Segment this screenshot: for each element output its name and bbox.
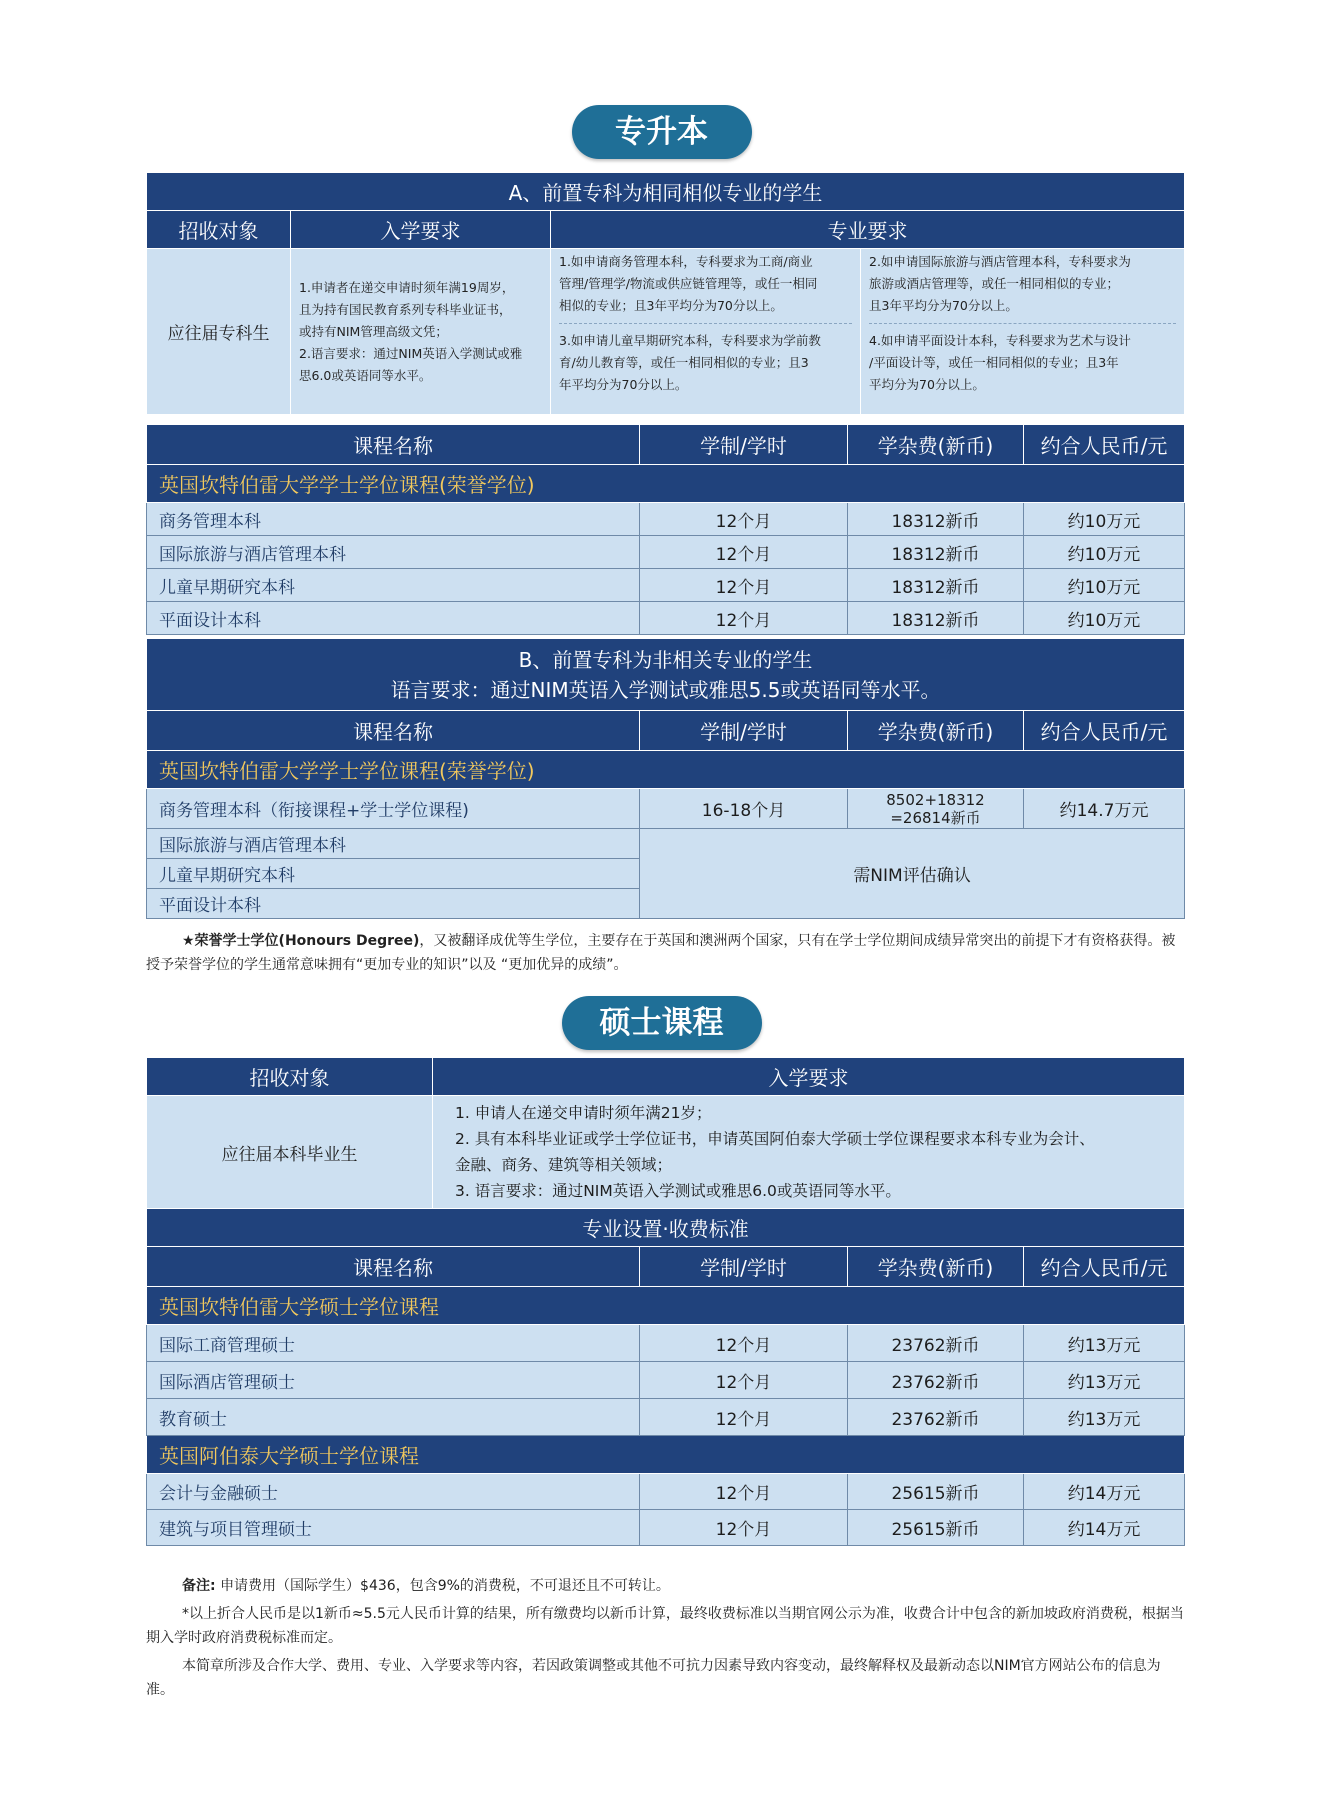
major-req-4: 4.如申请平面设计本科，专科要求为艺术与设计 /平面设计等，或任一相同相似的专业；且3年 平均分为70分以上。 (869, 333, 1131, 392)
assessment-note: 需NIM评估确认 (640, 829, 1185, 919)
course-table-a (146, 424, 1184, 635)
exchange-note: *以上折合人民币是以1新币≈5.5元人民币计算的结果，所有缴费均以新币计算，最终收费标准以当期官网公示为准，收费合计中包含的新加坡政府消费税，根据当期入学时政府消费税标准而定。 (146, 1606, 1184, 1646)
col-major: 专业要求 (551, 211, 1185, 249)
entry-line: 2.语言要求：通过NIM英语入学测试或雅 (299, 345, 523, 361)
entry-line: 思6.0或英语同等水平。 (299, 367, 432, 383)
table-row: 会计与金融硕士 12个月 25615新币 约14万元 (147, 1474, 1185, 1510)
header-rmb: 约合人民币/元 (1024, 425, 1185, 465)
col-entry: 入学要求 (433, 1058, 1185, 1096)
header-duration: 学制/学时 (640, 711, 848, 751)
entry-requirements: 1. 申请人在递交申请时须年满21岁； 2. 具有本科毕业证或学士学位证书，申请英国阿伯泰大学硕士学位课程要求本科专业为会计、 金融、商务、建筑等相关领域； 3. 语言要求：通过NIM英语入学测试或雅思6.0或英语同等水平。 (433, 1096, 1185, 1209)
header-rmb: 约合人民币/元 (1024, 1247, 1185, 1287)
header-course-name: 课程名称 (147, 711, 640, 751)
entry-line: 且为持有国民教育系列专科毕业证书， (299, 301, 512, 317)
table-row: 商务管理本科（衔接课程+学士学位课程) 16-18个月 8502+18312 =26814新币 约14.7万元 (147, 789, 1185, 829)
block-a (146, 172, 1184, 415)
header-duration: 学制/学时 (640, 1247, 848, 1287)
masters-requirements (146, 1057, 1184, 1209)
entry-line: 或持有NIM管理高级文凭； (299, 323, 448, 339)
table-row: 儿童早期研究本科 12个月 18312新币 约10万元 (147, 569, 1185, 602)
entry-requirements (291, 249, 551, 415)
masters-fee-table (146, 1208, 1184, 1546)
section-title: 硕士课程 (599, 1005, 724, 1041)
table-row: 国际旅游与酒店管理本科 12个月 18312新币 约10万元 (147, 536, 1185, 569)
fee-heading: 专业设置·收费标准 (147, 1209, 1185, 1247)
header-duration: 学制/学时 (640, 425, 848, 465)
table-row: 平面设计本科 12个月 18312新币 约10万元 (147, 602, 1185, 635)
fee-note: 备注: 申请费用（国际学生）$436，包含9%的消费税，不可退还且不可转让。 (182, 1578, 670, 1594)
university-section: 英国坎特伯雷大学学士学位课程(荣誉学位) (147, 465, 1185, 503)
section-title: 专升本 (615, 114, 708, 150)
col-entry: 入学要求 (291, 211, 551, 249)
course-table-b (146, 638, 1184, 919)
entry-line: 1.申请者在递交申请时须年满19周岁， (299, 279, 515, 295)
table-row: 商务管理本科 12个月 18312新币 约10万元 (147, 503, 1185, 536)
university-section: 英国坎特伯雷大学学士学位课程(荣誉学位) (147, 751, 1185, 789)
university-section: 英国阿伯泰大学硕士学位课程 (147, 1436, 1185, 1474)
table-row: 儿童早期研究本科 (147, 859, 1185, 889)
major-req-1: 1.如申请商务管理本科，专科要求为工商/商业 管理/管理学/物流或供应链管理等，或任一相同 相似的专业；且3年平均分为70分以上。 (559, 254, 818, 313)
table-row: 国际旅游与酒店管理本科 需NIM评估确认 (147, 829, 1185, 859)
block-a-heading: A、前置专科为相同相似专业的学生 (147, 173, 1185, 211)
header-rmb: 约合人民币/元 (1024, 711, 1185, 751)
major-col-right (861, 249, 1185, 415)
header-course-name: 课程名称 (147, 1247, 640, 1287)
col-target: 招收对象 (147, 1058, 433, 1096)
section-title-pill (562, 996, 762, 1050)
footer-notes (146, 1574, 1184, 1702)
block-b-heading: B、前置专科为非相关专业的学生 语言要求：通过NIM英语入学测试或雅思5.5或英语同等水平。 (147, 639, 1185, 711)
disclaimer-note: 本简章所涉及合作大学、费用、专业、入学要求等内容，若因政策调整或其他不可抗力因素导致内容变动，最终解释权及最新动态以NIM官方网站公布的信息为准。 (146, 1658, 1161, 1698)
header-fee: 学杂费(新币) (848, 711, 1024, 751)
university-section: 英国坎特伯雷大学硕士学位课程 (147, 1287, 1185, 1325)
major-req-2: 2.如申请国际旅游与酒店管理本科，专科要求为 旅游或酒店管理等，或任一相同相似的专业； 且3年平均分为70分以上。 (869, 254, 1131, 313)
table-row: 建筑与项目管理硕士 12个月 25615新币 约14万元 (147, 1510, 1185, 1546)
table-row: 国际工商管理硕士 12个月 23762新币 约13万元 (147, 1325, 1185, 1362)
target-cell: 应往届本科毕业生 (147, 1096, 433, 1209)
target-cell: 应往届专科生 (147, 249, 291, 415)
table-row: 平面设计本科 (147, 889, 1185, 919)
table-row: 国际酒店管理硕士 12个月 23762新币 约13万元 (147, 1362, 1185, 1399)
header-fee: 学杂费(新币) (848, 1247, 1024, 1287)
col-target: 招收对象 (147, 211, 291, 249)
section-title-pill (572, 105, 752, 159)
header-fee: 学杂费(新币) (848, 425, 1024, 465)
header-course-name: 课程名称 (147, 425, 640, 465)
major-req-3: 3.如申请儿童早期研究本科，专科要求为学前教 育/幼儿教育等，或任一相同相似的专业；且3 年平均分为70分以上。 (559, 333, 821, 392)
table-row: 教育硕士 12个月 23762新币 约13万元 (147, 1399, 1185, 1436)
major-col-left (551, 249, 861, 415)
honours-note: ★荣誉学士学位(Honours Degree)，又被翻译成优等生学位，主要存在于英国和澳洲两个国家，只有在学士学位期间成绩异常突出的前提下才有资格获得。被授予荣誉学位的学生通常意味拥有“更加专业的知识”以及 “更加优异的成绩”。 (146, 933, 1176, 973)
